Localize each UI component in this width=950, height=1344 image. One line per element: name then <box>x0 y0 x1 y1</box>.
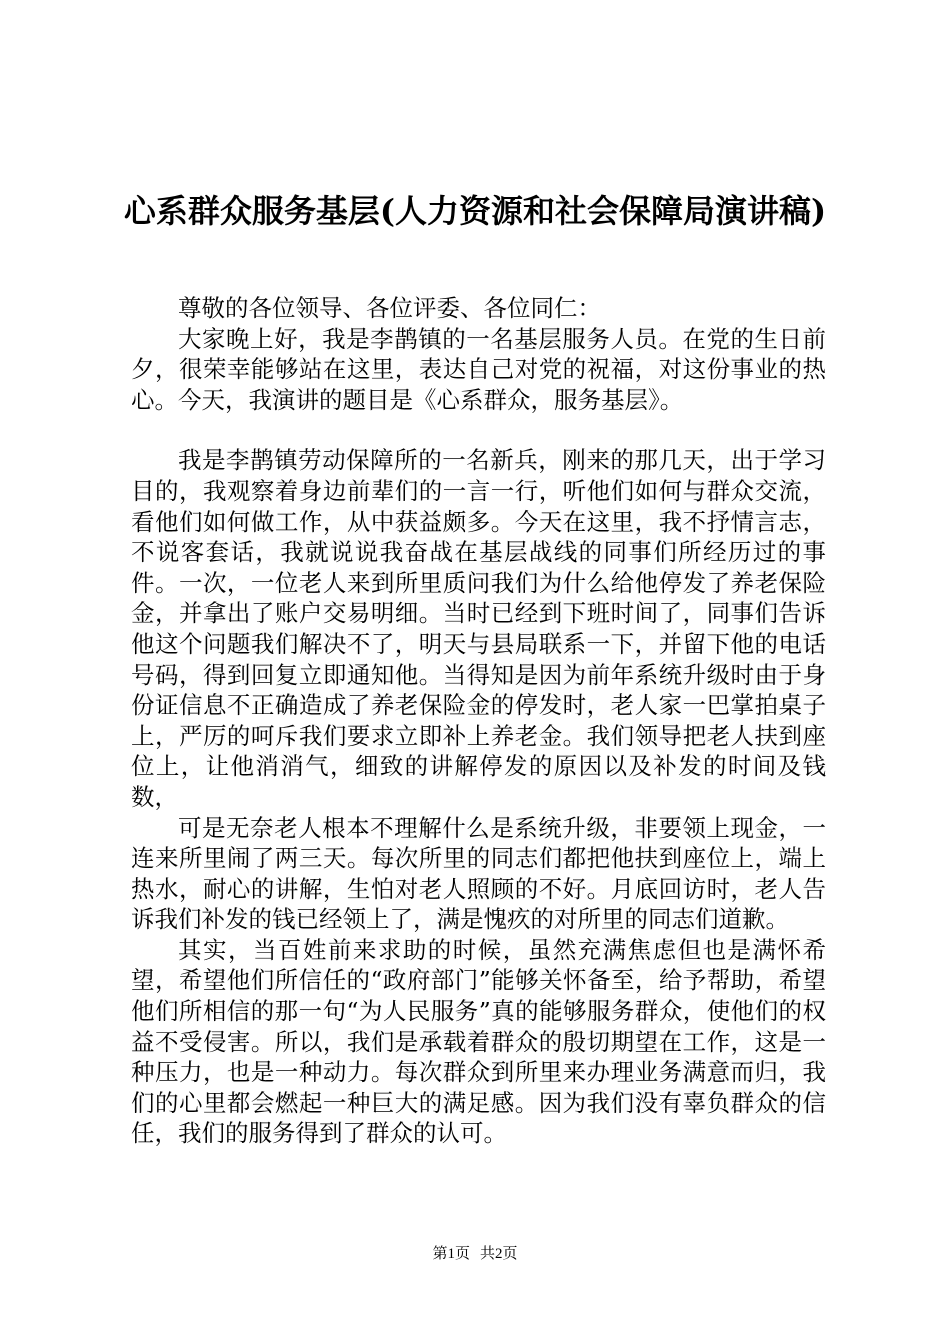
page-number: 第1页 <box>432 1246 470 1262</box>
paragraph-3: 可是无奈老人根本不理解什么是系统升级，非要领上现金，一连来所里闹了两三天。每次所里的同志们都把他扶到座位上，端上热水，耐心的讲解，生怕对老人照顾的不好。月底回访时，老人告诉我们补发的钱已经领上了，满是愧疚的对所里的同志们道歉。 <box>131 813 826 934</box>
page-title: 心系群众服务基层(人力资源和社会保障局演讲稿) <box>123 192 827 230</box>
page-footer <box>0 1244 950 1264</box>
paragraph-4: 其实，当百姓前来求助的时候，虽然充满焦虑但也是满怀希望，希望他们所信任的“政府部门”能够关怀备至，给予帮助，希望他们所相信的那一句“为人民服务”真的能够服务群众，使他们的权益不受侵害。所以，我们是承载着群众的殷切期望在工作，这是一种压力，也是一种动力。每次群众到所里来办理业务满意而归，我们的心里都会燃起一种巨大的满足感。因为我们没有辜负群众的信任，我们的服务得到了群众的认可。 <box>131 935 826 1148</box>
salutation: 尊敬的各位领导、各位评委、各位同仁： <box>178 294 601 322</box>
paragraph-2: 我是李鹊镇劳动保障所的一名新兵，刚来的那几天，出于学习目的，我观察着身边前辈们的一言一行，听他们如何与群众交流，看他们如何做工作，从中获益颇多。今天在这里，我不抒情言志，不说客套话，我就说说我奋战在基层战线的同事们所经历过的事件。一次，一位老人来到所里质问我们为什么给他停发了养老保险金，并拿出了账户交易明细。当时已经到下班时间了，同事们告诉他这个问题我们解决不了，明天与县局联系一下，并留下他的电话号码，得到回复立即通知他。当得知是因为前年系统升级时由于身份证信息不正确造成了养老保险金的停发时，老人家一巴掌拍桌子上，严厉的呵斥我们要求立即补上养老金。我们领导把老人扶到座位上，让他消消气，细致的讲解停发的原因以及补发的时间及钱数， <box>131 446 826 811</box>
paragraph-1: 大家晚上好，我是李鹊镇的一名基层服务人员。在党的生日前夕，很荣幸能够站在这里，表达自己对党的祝福，对这份事业的热心。今天，我演讲的题目是《心系群众，服务基层》。 <box>131 324 826 414</box>
page-total: 共2页 <box>480 1246 518 1262</box>
document-body <box>131 293 826 1149</box>
